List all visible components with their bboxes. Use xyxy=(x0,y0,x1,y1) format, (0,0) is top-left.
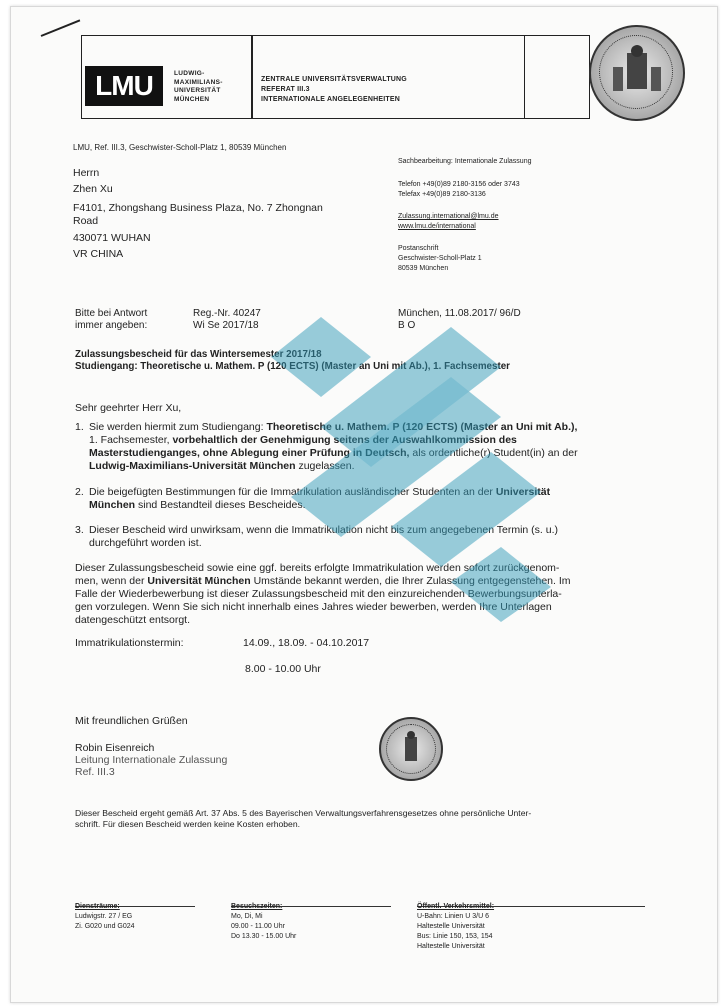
registration-number: Reg.-Nr. 40247 xyxy=(193,308,261,319)
footer-title: Öffentl. Verkehrsmittel: xyxy=(417,903,495,910)
revocation-paragraph xyxy=(75,562,685,627)
university-name-line: LUDWIG- xyxy=(174,70,205,77)
item-text-bold: Ludwig-Maximilians-Universität München xyxy=(89,460,296,472)
place-date-block xyxy=(398,308,521,332)
office-line: INTERNATIONALE ANGELEGENHEITEN xyxy=(261,96,401,103)
official-seal-icon xyxy=(379,717,443,781)
item-text: Sie werden hiermit zum Studiengang: xyxy=(89,421,267,433)
paragraph-text-bold: Universität München xyxy=(147,575,251,587)
footer-line: Bus: Linie 150, 153, 154 xyxy=(417,933,493,940)
item-text: sind Bestandteil dieses Bescheides. xyxy=(135,499,306,511)
reference-labels xyxy=(75,308,147,332)
subject-line: Studiengang: Theoretische u. Mathem. P (120 ECTS) (Master an Uni mit Ab.), 1. Fachsemester xyxy=(75,361,510,372)
contact-email[interactable]: Zulassung.international@lmu.de xyxy=(398,213,499,220)
item-number: 3. xyxy=(75,524,84,536)
closing-regards: Mit freundlichen Grüßen xyxy=(75,715,188,727)
reference-label: immer angeben: xyxy=(75,320,148,331)
university-name-line: UNIVERSITÄT xyxy=(174,87,221,94)
paragraph-line: Dieser Zulassungsbescheid sowie eine ggf. bereits erfolgte Immatrikulation werden sofort zurückgenom- xyxy=(75,562,560,574)
item-text-bold: Theoretische u. Mathem. P (120 ECTS) (Master an Uni mit Ab.), xyxy=(266,421,578,433)
paragraph-text: men, wenn der xyxy=(75,575,148,587)
footer-line: Zi. G020 und G024 xyxy=(75,923,135,930)
footer-rooms xyxy=(75,902,135,932)
item-text-bold: Masterstudienganges, ohne Ablegung einer Prüfung in Deutsch, xyxy=(89,447,410,459)
contact-web-link[interactable]: www.lmu.de/international xyxy=(398,223,476,230)
item-text: als ordentliche(r) Student(in) an der xyxy=(409,447,578,459)
footer-line: 09.00 - 11.00 Uhr xyxy=(231,923,285,930)
legal-note xyxy=(75,808,685,830)
postal-city: 80539 München xyxy=(398,265,449,272)
corner-mark xyxy=(41,19,81,37)
signature-block xyxy=(75,742,227,778)
university-name xyxy=(174,70,223,104)
item-number: 1. xyxy=(75,421,84,433)
footer-line: Haltestelle Universität xyxy=(417,923,485,930)
reference-label: Bitte bei Antwort xyxy=(75,308,148,319)
legal-note-line: schrift. Für diesen Bescheid werden keine Kosten erhoben. xyxy=(75,819,300,829)
reference-code: B O xyxy=(398,320,416,331)
item-1 xyxy=(75,421,675,473)
recipient-salutation: Herrn xyxy=(73,167,100,179)
university-seal-icon xyxy=(589,25,685,121)
signer-ref: Ref. III.3 xyxy=(75,766,115,778)
recipient-address xyxy=(73,165,323,262)
item-text-bold: Universität xyxy=(495,486,551,498)
paragraph-line: gen vorzulegen. Wenn Sie sich nicht innerhalb eines Jahres wieder bewerben, werden Ihre Unterlagen xyxy=(75,601,552,613)
footer-line: U-Bahn: Linien U 3/U 6 xyxy=(417,913,489,920)
subject xyxy=(75,349,510,373)
item-2 xyxy=(75,486,675,512)
recipient-city: 430071 WUHAN xyxy=(73,232,151,244)
footer-title: Diensträume: xyxy=(75,903,120,910)
paragraph-line: datengeschützt entsorgt. xyxy=(75,614,190,626)
contact-block xyxy=(398,157,531,274)
postal-title: Postanschrift xyxy=(398,245,439,252)
item-text: durchgeführt worden ist. xyxy=(89,537,202,549)
item-text: Dieser Bescheid wird unwirksam, wenn die Immatrikulation nicht bis zum angegebenen Termin (s. u.) xyxy=(89,524,559,536)
item-number: 2. xyxy=(75,486,84,498)
footer-hours xyxy=(231,902,296,942)
item-3 xyxy=(75,524,675,550)
item-text: 1. Fachsemester, xyxy=(89,434,173,446)
office-title xyxy=(261,75,407,105)
recipient-country: VR CHINA xyxy=(73,248,124,260)
recipient-name: Zhen Xu xyxy=(73,183,113,195)
place-date: München, 11.08.2017/ 96/D xyxy=(398,308,521,319)
lmu-logo xyxy=(85,66,163,106)
contact-fax: Telefax +49(0)89 2180-3136 xyxy=(398,191,486,198)
office-line: ZENTRALE UNIVERSITÄTSVERWALTUNG xyxy=(261,76,407,83)
document-page xyxy=(10,6,718,1003)
subject-line: Zulassungsbescheid für das Wintersemester 2017/18 xyxy=(75,349,322,360)
item-text: Die beigefügten Bestimmungen für die Immatrikulation ausländischer Studenten an der xyxy=(89,486,496,498)
greeting: Sehr geehrter Herr Xu, xyxy=(75,402,182,414)
enrollment-dates: 14.09., 18.09. - 04.10.2017 xyxy=(243,637,370,649)
footer-title: Besuchszeiten: xyxy=(231,903,283,910)
signer-name: Robin Eisenreich xyxy=(75,742,155,754)
footer-transport xyxy=(417,902,494,952)
item-text-bold: München xyxy=(89,499,136,511)
lmu-logo-text: LMU xyxy=(95,70,153,101)
reference-values xyxy=(193,308,261,332)
recipient-street: F4101, Zhongshang Business Plaza, No. 7 Zhongnan xyxy=(73,202,323,214)
paragraph-text: Umstände bekannt werden, die Ihrer Zulassung entgegenstehen. Im xyxy=(250,575,571,587)
office-line: REFERAT III.3 xyxy=(261,86,310,93)
item-text: zugelassen. xyxy=(295,460,355,472)
contact-department: Sachbearbeitung: Internationale Zulassung xyxy=(398,158,532,165)
university-name-line: MÜNCHEN xyxy=(174,95,210,103)
paragraph-line: Falle der Wiederbewerbung ist dieser Zulassungsbescheid mit den einzureichenden Bewerbungsunterla- xyxy=(75,588,562,600)
signer-title: Leitung Internationale Zulassung xyxy=(75,754,228,766)
sender-line: LMU, Ref. III.3, Geschwister-Scholl-Platz 1, 80539 München xyxy=(73,143,287,152)
footer-line: Haltestelle Universität xyxy=(417,943,485,950)
university-name-line: MAXIMILIANS- xyxy=(174,78,223,86)
item-text-bold: vorbehaltlich der Genehmigung seitens der Auswahlkommission des xyxy=(172,434,517,446)
footer-line: Ludwigstr. 27 / EG xyxy=(75,913,133,920)
contact-phone: Telefon +49(0)89 2180-3156 oder 3743 xyxy=(398,181,520,188)
enrollment-label: Immatrikulationstermin: xyxy=(75,637,184,649)
enrollment-time: 8.00 - 10.00 Uhr xyxy=(245,663,321,675)
footer-line: Do 13.30 - 15.00 Uhr xyxy=(231,933,297,940)
footer-line: Mo, Di, Mi xyxy=(231,913,263,920)
semester: Wi Se 2017/18 xyxy=(193,320,259,331)
header-end-box xyxy=(523,35,590,119)
recipient-street: Road xyxy=(73,215,99,227)
legal-note-line: Dieser Bescheid ergeht gemäß Art. 37 Abs. 5 des Bayerischen Verwaltungsverfahrensgesetzes ohne persönliche Unter- xyxy=(75,808,532,818)
postal-street: Geschwister-Scholl-Platz 1 xyxy=(398,255,482,262)
